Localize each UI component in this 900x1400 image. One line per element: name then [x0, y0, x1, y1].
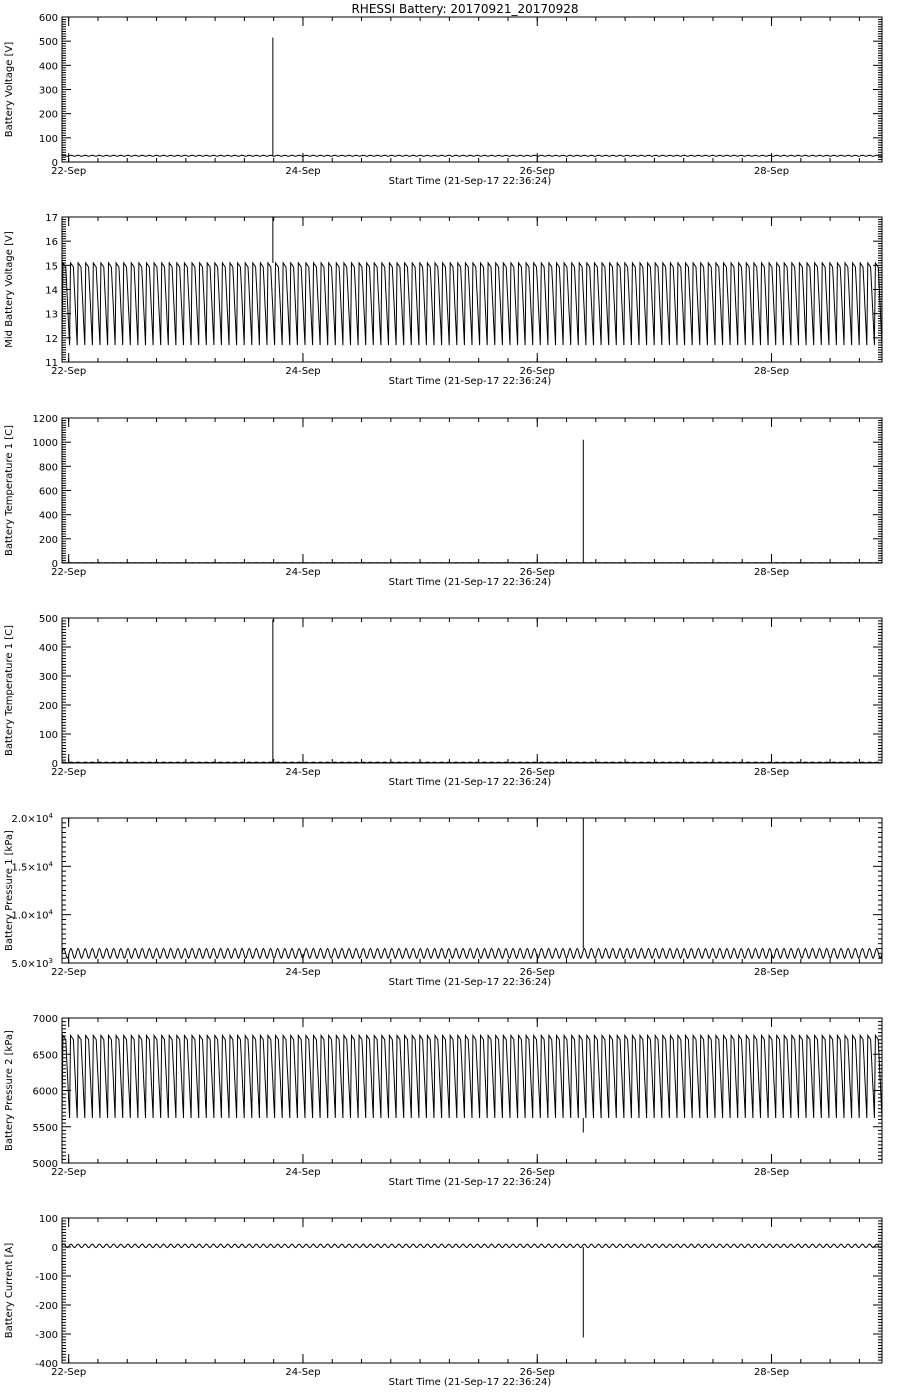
x-tick-label: 28-Sep: [753, 1367, 790, 1378]
data-series: [62, 949, 882, 959]
y-tick-label: 15: [45, 261, 58, 273]
y-tick-label: 6500: [32, 1050, 58, 1062]
y-axis-label: Battery Voltage [V]: [4, 41, 15, 138]
y-tick-label: $1.5\times 10^4$: [11, 860, 53, 874]
x-axis-label: Start Time (21-Sep-17 22:36:24): [388, 176, 552, 187]
chart-panel-5: [4, 812, 882, 988]
x-tick-label: 24-Sep: [285, 967, 321, 978]
y-tick-label: 400: [38, 510, 58, 522]
y-tick-label: 14: [45, 285, 58, 297]
chart-panel-3: [4, 414, 882, 588]
y-axis-label: Battery Pressure 1 [kPa]: [4, 830, 15, 951]
y-tick-label: 1200: [32, 414, 58, 425]
chart-panel-4: [4, 614, 882, 788]
x-tick-label: 22-Sep: [51, 567, 87, 578]
x-tick-label: 24-Sep: [285, 567, 321, 578]
y-tick-label: -200: [35, 1301, 58, 1312]
y-tick-label: 300: [38, 85, 58, 97]
y-tick-label: 500: [38, 614, 58, 625]
y-tick-label: 17: [45, 213, 58, 224]
x-tick-label: 22-Sep: [51, 166, 87, 177]
x-tick-label: 24-Sep: [285, 1367, 321, 1378]
y-tick-label: 100: [38, 730, 58, 741]
x-axis-label: Start Time (21-Sep-17 22:36:24): [388, 1177, 552, 1188]
y-tick-label: 0: [51, 1243, 58, 1254]
plot-frame: [62, 1218, 882, 1363]
y-tick-label: 100: [38, 1214, 58, 1225]
x-tick-label: 26-Sep: [519, 1167, 555, 1178]
x-axis-label: Start Time (21-Sep-17 22:36:24): [388, 1377, 552, 1388]
x-axis-label: Start Time (21-Sep-17 22:36:24): [388, 577, 552, 588]
y-tick-label: 11: [45, 358, 58, 369]
x-tick-label: 22-Sep: [51, 967, 87, 978]
x-tick-label: 26-Sep: [519, 1367, 555, 1378]
data-series: [62, 1035, 882, 1118]
y-tick-label: 800: [38, 462, 58, 474]
x-tick-label: 26-Sep: [519, 567, 555, 578]
y-tick-label: 0: [51, 158, 58, 169]
data-series: [62, 1244, 882, 1248]
y-tick-label: 500: [38, 37, 58, 49]
y-tick-label: 5000: [32, 1159, 58, 1170]
data-series: [62, 263, 882, 345]
y-tick-label: 200: [38, 701, 58, 712]
figure-title: RHESSI Battery: 20170921_20170928: [351, 2, 579, 16]
y-tick-label: 400: [38, 61, 58, 73]
x-tick-label: 28-Sep: [753, 767, 790, 778]
y-tick-label: 200: [38, 534, 58, 546]
x-tick-label: 24-Sep: [285, 767, 321, 778]
y-axis-label: Mid Battery Voltage [V]: [4, 231, 15, 348]
y-tick-label: 0: [51, 559, 58, 570]
x-axis-label: Start Time (21-Sep-17 22:36:24): [388, 977, 552, 988]
y-tick-label: $1.0\times 10^4$: [11, 908, 53, 922]
plot-frame: [62, 818, 882, 963]
y-axis-label: Battery Current [A]: [4, 1242, 15, 1339]
y-tick-label: 5500: [32, 1122, 58, 1134]
panels: [4, 13, 882, 1388]
plot-frame: [62, 17, 882, 162]
y-tick-label: 100: [38, 133, 58, 145]
x-tick-label: 26-Sep: [519, 967, 555, 978]
chart-panel-1: [4, 13, 882, 187]
y-tick-label: 7000: [32, 1014, 58, 1025]
y-tick-label: 600: [38, 13, 58, 24]
y-tick-exponent: 4: [48, 812, 53, 820]
x-tick-label: 28-Sep: [753, 567, 790, 578]
x-tick-label: 22-Sep: [51, 366, 87, 377]
y-tick-label: -400: [35, 1359, 58, 1370]
x-tick-label: 28-Sep: [753, 166, 790, 177]
y-tick-label: 16: [45, 237, 58, 249]
x-tick-label: 26-Sep: [519, 366, 555, 377]
y-axis-label: Battery Pressure 2 [kPa]: [4, 1030, 15, 1151]
data-series: [62, 155, 882, 156]
x-tick-label: 24-Sep: [285, 366, 321, 377]
y-tick-label: 13: [45, 309, 58, 321]
x-tick-label: 28-Sep: [753, 366, 790, 377]
x-tick-label: 26-Sep: [519, 166, 555, 177]
plot-frame: [62, 618, 882, 763]
y-tick-exponent: 4: [48, 908, 53, 917]
y-tick-label: 400: [38, 643, 58, 654]
y-tick-exponent: 4: [48, 860, 53, 869]
y-tick-label: $2.0\times 10^4$: [11, 812, 53, 825]
y-tick-label: 1000: [32, 438, 58, 450]
y-tick-exponent: 3: [48, 957, 53, 965]
plot-frame: [62, 418, 882, 563]
y-tick-label: 300: [38, 672, 58, 683]
y-tick-label: -100: [35, 1272, 58, 1283]
x-tick-label: 22-Sep: [51, 767, 87, 778]
chart-panel-6: [4, 1014, 882, 1188]
x-axis-label: Start Time (21-Sep-17 22:36:24): [388, 777, 552, 788]
x-tick-label: 22-Sep: [51, 1367, 87, 1378]
chart-panel-2: [4, 213, 882, 387]
y-tick-label: 200: [38, 109, 58, 121]
y-tick-label: -300: [35, 1330, 58, 1341]
x-tick-label: 24-Sep: [285, 1167, 321, 1178]
x-axis-label: Start Time (21-Sep-17 22:36:24): [388, 376, 552, 387]
x-tick-label: 24-Sep: [285, 166, 321, 177]
x-tick-label: 28-Sep: [753, 967, 790, 978]
y-tick-label: 0: [51, 759, 58, 770]
y-tick-label: $5.0\times 10^3$: [11, 957, 53, 970]
chart-panel-7: [4, 1214, 882, 1388]
x-tick-label: 26-Sep: [519, 767, 555, 778]
y-tick-label: 600: [38, 486, 58, 498]
x-tick-label: 22-Sep: [51, 1167, 87, 1178]
x-tick-label: 28-Sep: [753, 1167, 790, 1178]
y-tick-label: 12: [45, 333, 58, 345]
y-axis-label: Battery Temperature 1 [C]: [4, 624, 15, 757]
y-tick-label: 6000: [32, 1086, 58, 1098]
y-axis-label: Battery Temperature 1 [C]: [4, 424, 15, 557]
